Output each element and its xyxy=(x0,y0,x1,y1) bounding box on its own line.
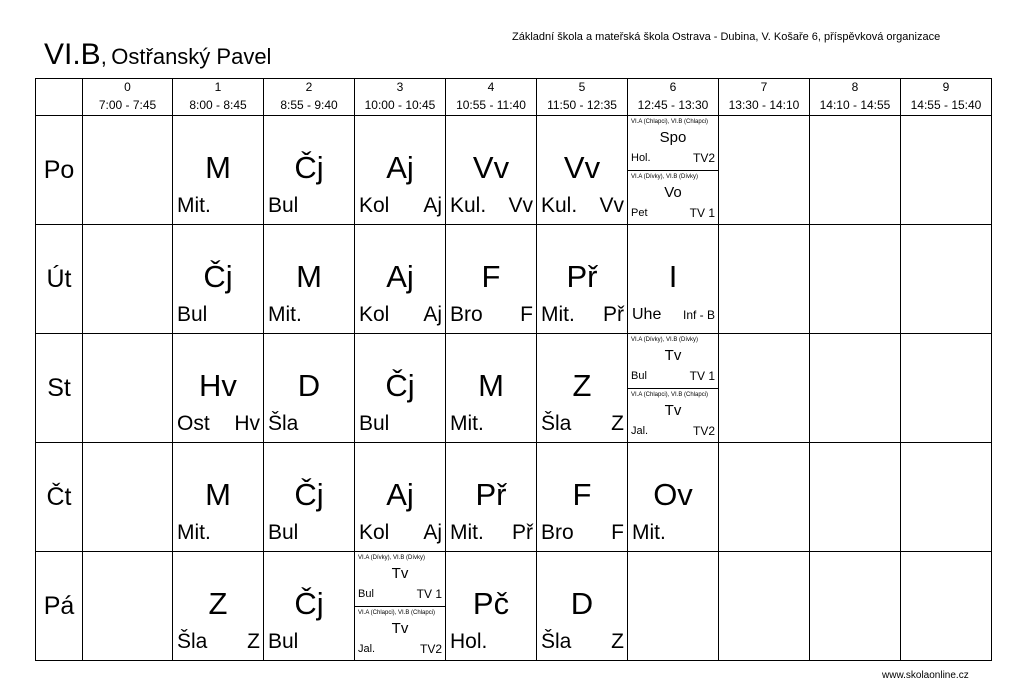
period-time: 7:00 - 7:45 xyxy=(83,95,173,116)
period-time: 14:55 - 15:40 xyxy=(901,95,992,116)
period-number: 2 xyxy=(264,79,355,96)
lesson-subject: Tv xyxy=(664,401,682,419)
lesson-room: Př xyxy=(512,521,533,544)
class-name: VI.B xyxy=(44,38,101,71)
lesson-subject: Z xyxy=(208,586,228,621)
lesson-room: Vv xyxy=(508,194,533,217)
empty-cell xyxy=(810,334,901,443)
lesson-teacher: Kul. xyxy=(541,194,578,217)
lesson-subject: I xyxy=(668,259,678,294)
lesson-group: VI.A (Dívky), VI.B (Dívky) xyxy=(358,555,426,561)
lesson-subject: M xyxy=(205,477,231,512)
lesson-subject: Čj xyxy=(294,477,324,512)
lesson-teacher: Šla xyxy=(541,630,572,653)
lesson-subject: Aj xyxy=(386,259,414,294)
lesson-subject: Vv xyxy=(563,150,601,185)
period-time: 11:50 - 12:35 xyxy=(537,95,628,116)
empty-cell xyxy=(83,552,173,661)
lesson-cell[interactable] xyxy=(355,225,446,334)
lesson-room: Př xyxy=(603,303,624,326)
lesson-cell[interactable] xyxy=(446,334,537,443)
lesson-group: VI.A (Dívky), VI.B (Dívky) xyxy=(631,173,699,180)
day-row-ct xyxy=(36,443,992,552)
period-number: 1 xyxy=(173,79,264,96)
lesson-room: Aj xyxy=(423,521,442,544)
lesson-subject: Ov xyxy=(653,477,693,512)
lesson-cell[interactable] xyxy=(537,116,628,225)
lesson-room: TV2 xyxy=(692,151,715,165)
lesson-cell[interactable] xyxy=(628,443,719,552)
empty-cell xyxy=(810,552,901,661)
lesson-room: Aj xyxy=(423,194,442,217)
group-lesson[interactable] xyxy=(355,606,445,661)
class-teacher: Ostřanský Pavel xyxy=(111,44,272,69)
lesson-subject: Čj xyxy=(385,368,415,403)
lesson-cell[interactable] xyxy=(355,334,446,443)
period-time: 8:00 - 8:45 xyxy=(173,95,264,116)
group-lesson[interactable] xyxy=(628,334,718,388)
lesson-cell[interactable] xyxy=(355,116,446,225)
lesson-teacher: Bul xyxy=(268,194,299,217)
lesson-cell[interactable] xyxy=(446,443,537,552)
lesson-teacher: Hol. xyxy=(450,630,488,653)
lesson-subject: F xyxy=(481,259,501,294)
lesson-cell[interactable] xyxy=(173,334,264,443)
period-number: 9 xyxy=(901,79,992,96)
lesson-group: VI.A (Chlapci), VI.B (Chlapci) xyxy=(358,609,436,616)
footer-site[interactable]: www.skolaonline.cz xyxy=(882,670,969,681)
group-lesson[interactable] xyxy=(628,116,718,170)
empty-cell xyxy=(83,443,173,552)
period-number: 3 xyxy=(355,79,446,96)
lesson-teacher: Šla xyxy=(541,412,572,435)
lesson-subject: D xyxy=(297,368,321,403)
lesson-cell[interactable] xyxy=(173,443,264,552)
period-time: 14:10 - 14:55 xyxy=(810,95,901,116)
empty-cell xyxy=(810,116,901,225)
empty-cell xyxy=(719,225,810,334)
lesson-cell[interactable] xyxy=(628,225,719,334)
title-separator: , xyxy=(100,44,107,69)
lesson-teacher: Bul xyxy=(359,412,390,435)
day-row-po xyxy=(36,116,992,225)
lesson-subject: Čj xyxy=(203,259,233,294)
lesson-subject: Tv xyxy=(391,565,409,582)
lesson-teacher: Mit. xyxy=(632,521,666,544)
lesson-subject: Pč xyxy=(472,586,510,621)
lesson-subject: Z xyxy=(572,368,592,403)
lesson-subject: Čj xyxy=(294,150,324,185)
lesson-cell[interactable] xyxy=(264,443,355,552)
empty-cell xyxy=(83,116,173,225)
group-lesson[interactable] xyxy=(628,388,718,443)
empty-cell xyxy=(810,225,901,334)
period-time: 8:55 - 9:40 xyxy=(264,95,355,116)
lesson-subject: Př xyxy=(475,477,507,512)
period-number: 6 xyxy=(628,79,719,96)
lesson-teacher: Kol xyxy=(359,194,390,217)
lesson-cell[interactable] xyxy=(264,334,355,443)
lesson-teacher: Mit. xyxy=(177,194,211,217)
corner-cell xyxy=(36,79,83,116)
empty-cell xyxy=(83,225,173,334)
period-time: 10:55 - 11:40 xyxy=(446,95,537,116)
day-row-pa xyxy=(36,552,992,661)
lesson-cell[interactable] xyxy=(173,225,264,334)
lesson-subject: M xyxy=(296,259,322,294)
lesson-room: F xyxy=(520,303,533,326)
day-label: Pá xyxy=(36,552,83,661)
lesson-room: TV 1 xyxy=(416,587,442,601)
lesson-subject: Př xyxy=(566,259,598,294)
lesson-teacher: Bul xyxy=(268,630,299,653)
lesson-teacher: Mit. xyxy=(177,521,211,544)
lesson-subject: Spo xyxy=(659,129,687,146)
lesson-subject: M xyxy=(478,368,504,403)
empty-cell xyxy=(901,225,992,334)
lesson-room: Aj xyxy=(423,303,442,326)
lesson-group: VI.A (Chlapci), VI.B (Chlapci) xyxy=(631,391,709,398)
day-label: St xyxy=(36,334,83,443)
lesson-subject: D xyxy=(570,586,594,621)
lesson-subject: Tv xyxy=(391,619,409,637)
period-number: 7 xyxy=(719,79,810,96)
lesson-cell[interactable] xyxy=(537,552,628,661)
lesson-teacher: Mit. xyxy=(268,303,302,326)
group-lesson[interactable] xyxy=(355,552,445,606)
lesson-room: TV 1 xyxy=(689,369,715,383)
lesson-cell[interactable] xyxy=(264,552,355,661)
period-number-row xyxy=(36,79,992,96)
lesson-cell[interactable] xyxy=(264,225,355,334)
empty-cell xyxy=(901,552,992,661)
lesson-subject: M xyxy=(205,150,231,185)
lesson-subject: Aj xyxy=(386,150,414,185)
lesson-teacher: Kul. xyxy=(450,194,487,217)
day-label: Po xyxy=(36,116,83,225)
lesson-cell[interactable] xyxy=(446,552,537,661)
empty-cell xyxy=(628,552,719,661)
lesson-teacher: Mit. xyxy=(450,412,484,435)
empty-cell xyxy=(719,443,810,552)
lesson-cell[interactable] xyxy=(537,443,628,552)
split-lesson-cell xyxy=(628,334,719,443)
lesson-subject: Vo xyxy=(664,183,682,201)
lesson-cell[interactable] xyxy=(173,552,264,661)
lesson-subject: Vv xyxy=(472,150,510,185)
day-row-st xyxy=(36,334,992,443)
lesson-subject: Hv xyxy=(199,368,237,403)
empty-cell xyxy=(719,552,810,661)
empty-cell xyxy=(810,443,901,552)
group-lesson[interactable] xyxy=(628,170,718,225)
period-number: 4 xyxy=(446,79,537,96)
lesson-cell[interactable] xyxy=(355,443,446,552)
empty-cell xyxy=(901,116,992,225)
lesson-room: F xyxy=(611,521,624,544)
split-lesson-cell xyxy=(355,552,446,661)
day-row-ut xyxy=(36,225,992,334)
lesson-room: Vv xyxy=(599,194,624,217)
lesson-teacher: Bul xyxy=(631,370,647,382)
lesson-teacher: Pet xyxy=(631,206,648,219)
page-title xyxy=(44,40,271,70)
lesson-subject: Tv xyxy=(664,347,682,364)
day-label: Čt xyxy=(36,443,83,552)
lesson-teacher: Bro xyxy=(541,521,574,544)
lesson-teacher: Mit. xyxy=(450,521,484,544)
lesson-subject: Aj xyxy=(386,477,414,512)
lesson-cell[interactable] xyxy=(173,116,264,225)
lesson-teacher: Uhe xyxy=(632,306,662,323)
lesson-teacher: Jal. xyxy=(631,424,649,437)
lesson-room: Z xyxy=(247,630,260,653)
empty-cell xyxy=(901,443,992,552)
empty-cell xyxy=(719,334,810,443)
period-time: 10:00 - 10:45 xyxy=(355,95,446,116)
empty-cell xyxy=(901,334,992,443)
lesson-room: Hv xyxy=(234,412,260,435)
lesson-teacher: Ost xyxy=(177,412,210,435)
lesson-teacher: Šla xyxy=(268,412,299,435)
lesson-cell[interactable] xyxy=(537,334,628,443)
school-name: Základní škola a mateřská škola Ostrava - Dubina, V. Košaře 6, příspěvková organizace xyxy=(512,31,941,43)
period-number: 8 xyxy=(810,79,901,96)
period-number: 0 xyxy=(83,79,173,96)
lesson-cell[interactable] xyxy=(446,116,537,225)
lesson-cell[interactable] xyxy=(264,116,355,225)
lesson-room: Z xyxy=(611,412,624,435)
lesson-subject: F xyxy=(572,477,592,512)
day-label: Út xyxy=(36,225,83,334)
split-lesson-cell xyxy=(628,116,719,225)
lesson-teacher: Bro xyxy=(450,303,483,326)
lesson-teacher: Bul xyxy=(268,521,299,544)
lesson-group: VI.A (Dívky), VI.B (Dívky) xyxy=(631,337,699,343)
lesson-room: TV 1 xyxy=(689,205,715,220)
lesson-teacher: Kol xyxy=(359,303,390,326)
empty-cell xyxy=(719,116,810,225)
empty-cell xyxy=(83,334,173,443)
lesson-subject: Čj xyxy=(294,586,324,621)
lesson-teacher: Bul xyxy=(177,303,208,326)
period-time-row xyxy=(36,95,992,116)
lesson-teacher: Mit. xyxy=(541,303,575,326)
lesson-cell[interactable] xyxy=(537,225,628,334)
period-number: 5 xyxy=(537,79,628,96)
lesson-room: Z xyxy=(611,630,624,653)
lesson-teacher: Kol xyxy=(359,521,390,544)
lesson-teacher: Bul xyxy=(358,588,374,600)
timetable xyxy=(35,78,992,661)
period-time: 12:45 - 13:30 xyxy=(628,95,719,116)
lesson-room: Inf - B xyxy=(682,308,715,322)
lesson-teacher: Jal. xyxy=(358,642,376,655)
period-time: 13:30 - 14:10 xyxy=(719,95,810,116)
lesson-room: TV2 xyxy=(419,641,442,656)
lesson-group: VI.A (Chlapci), VI.B (Chlapci) xyxy=(631,119,709,125)
lesson-cell[interactable] xyxy=(446,225,537,334)
lesson-teacher: Hol. xyxy=(631,152,651,164)
lesson-teacher: Šla xyxy=(177,630,208,653)
lesson-room: TV2 xyxy=(692,423,715,438)
